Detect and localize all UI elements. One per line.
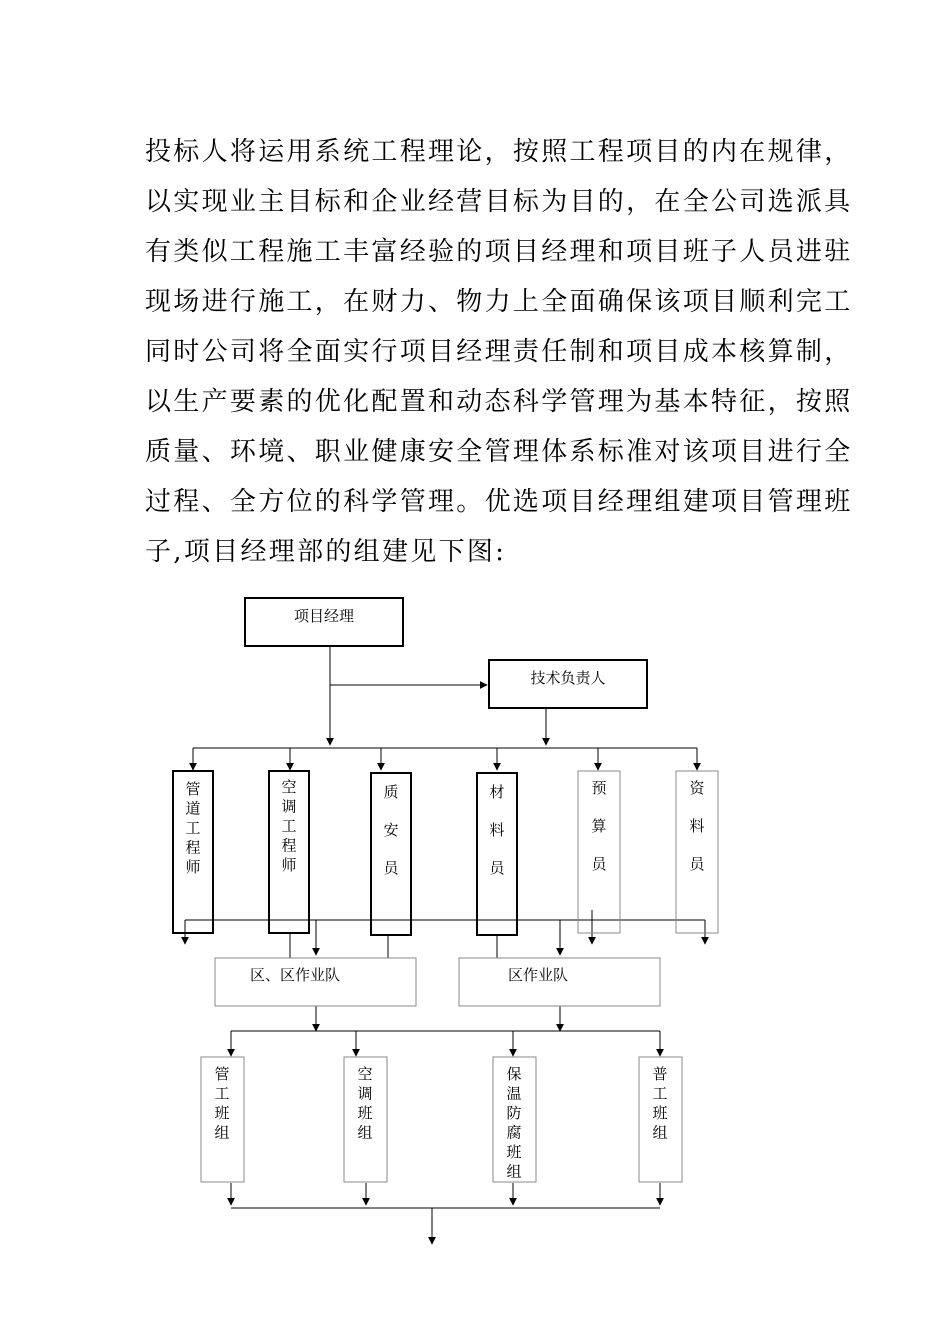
crew-label: 管工班组 [214, 1065, 230, 1142]
technical-lead-label: 技术负责人 [530, 669, 606, 687]
crew-label: 保温防腐班组 [506, 1065, 522, 1181]
crew-boxes [201, 1057, 682, 1182]
role-label: 管道工程师 [185, 780, 201, 876]
project-manager-box [245, 598, 403, 646]
paragraph-line: 子,项目经理部的组建见下图: [145, 537, 507, 567]
project-manager-label: 项目经理 [293, 607, 355, 625]
crew-label: 空调班组 [357, 1065, 373, 1142]
role-boxes [173, 771, 718, 935]
work-team-label: 区作业队 [507, 966, 569, 984]
work-team-label: 区、区作业队 [249, 966, 341, 984]
crew-label: 普工班组 [652, 1065, 668, 1142]
role-label: 预算员 [591, 779, 607, 873]
role-label: 空调工程师 [281, 778, 297, 874]
role-label: 材料员 [489, 783, 505, 877]
crew-labels [214, 1065, 667, 1181]
technical-lead-box [489, 660, 647, 708]
paragraph-line: 投标人将运用系统工程理论，按照工程项目的内在规律， [145, 137, 853, 167]
paragraph-line: 质量、环境、职业健康安全管理体系标准对该项目进行全 [145, 437, 853, 467]
paragraph-line: 以实现业主目标和企业经营目标为目的，在全公司选派具 [145, 187, 853, 217]
work-team-boxes [215, 958, 660, 1006]
paragraph-line: 有类似工程施工丰富经验的项目经理和项目班子人员进驻 [145, 237, 853, 267]
paragraph-line: 过程、全方位的科学管理。优选项目经理组建项目管理班 [145, 487, 853, 517]
role-label: 质安员 [383, 783, 399, 877]
role-label: 资料员 [689, 779, 705, 873]
connectors [185, 646, 705, 1244]
role-labels [185, 778, 705, 877]
paragraph-line: 以生产要素的优化配置和动态科学管理为基本特征，按照 [145, 387, 853, 417]
paragraph-line: 现场进行施工，在财力、物力上全面确保该项目顺利完工 [145, 287, 853, 317]
paragraph-line: 同时公司将全面实行项目经理责任制和项目成本核算制， [145, 337, 853, 367]
